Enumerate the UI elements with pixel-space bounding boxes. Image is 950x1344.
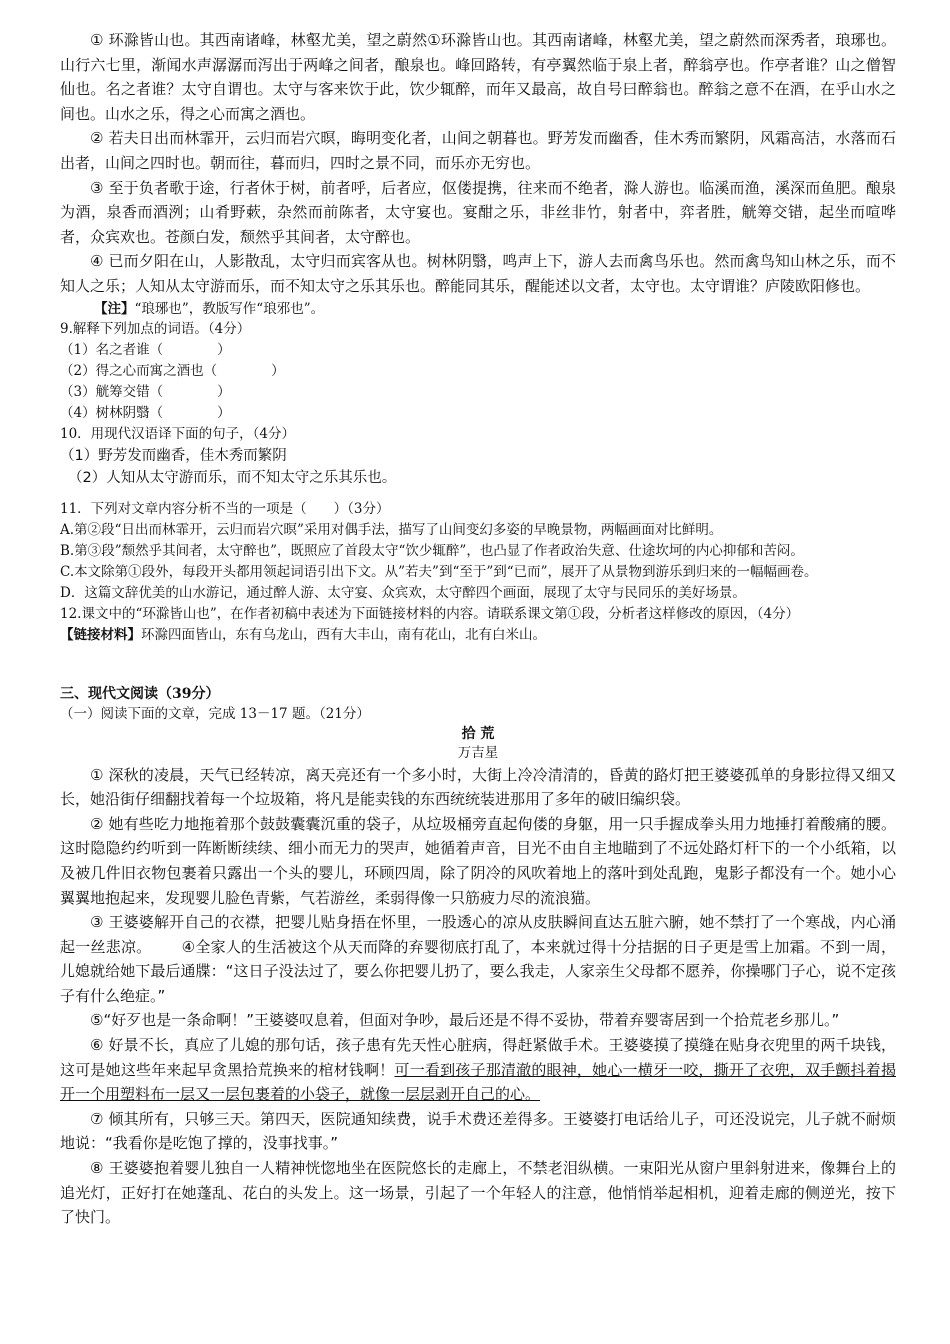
article-paragraph-8: ⑧ 王婆婆抱着婴儿独自一人精神恍惚地坐在医院悠长的走廊上，不禁老泪纵横。一束阳光从窗户里斜射进来，像舞台上的追光灯，正好打在她蓬乱、花白的头发上。这一场景，引起了一个年轻人的注意，他悄悄举起相机，迎着走廊的侧逆光，按下了快门。 — [60, 1159, 896, 1227]
article-paragraph-5: ⑤“好歹也是一条命啊！”王婆婆叹息着，但面对争吵，最后还是不得不妥协，带着弃婴寄居到一个拾荒老乡那儿。” — [90, 1011, 840, 1030]
note-bracket: 【注】 — [94, 300, 135, 317]
question-10-item-2: （2）人知从太守游而乐，而不知太守之乐其乐也。 — [68, 469, 397, 486]
article-paragraph-1: ① 深秋的凌晨，天气已经转凉，离天亮还有一个多小时，大街上冷冷清清的，昏黄的路灯把王婆婆孤单的身影拉得又细又长，她沿街仔细翻找着每一个垃圾箱，将凡是能卖钱的东西统统装进那用了多年的破旧编织袋。 — [60, 765, 896, 809]
question-10: 10．用现代汉语译下面的句子，（4分） — [60, 425, 296, 442]
passage-note — [94, 299, 896, 319]
article-paragraph-2: ② 她有些吃力地拖着那个鼓鼓囊囊沉重的袋子，从垃圾桶旁直起佝偻的身躯，用一只手握成拳头用力地捶打着酸痛的腰。这时隐隐约约听到一阵断断续续、细小而无力的哭声，她循着声音，目光不由自主地瞄到了不远处路灯杆下的一个小纸箱，以及被几件旧衣物包裹着只露出一个头的婴儿，环顾四周，除了阴冷的风吹着地上的落叶到处乱跑，鬼影子都没有一个。她小心翼翼地抱起来，发现婴儿脸色青紫，气若游丝，柔弱得像一只筋疲力尽的流浪猫。 — [60, 814, 896, 907]
article-paragraph-3 — [60, 910, 896, 1008]
question-9-item-3: （3）觥筹交错（ ） — [60, 383, 231, 400]
spacer — [60, 646, 896, 684]
material-label: 【链接材料】 — [60, 626, 141, 643]
passage-paragraph-3: ③ 至于负者歌于途，行者休于树，前者呼，后者应，伛偻提携，往来而不绝者，滁人游也。临溪而渔，溪深而鱼肥。酿泉为酒，泉香而酒洌；山肴野蔌，杂然而前陈者，太守宴也。宴酣之乐，非丝非竹，射者中，弈者胜，觥筹交错，起坐而喧哗者，众宾欢也。苍颜白发，颓然乎其间者，太守醉也。 — [60, 178, 896, 246]
article-paragraph-4-text: ④全家人的生活被这个从天而降的弃婴彻底打乱了，本来就过得十分拮据的日子更是雪上加霜。不到一周，儿媳就给她下最后通牒：“这日子没法过了，要么你把婴儿扔了，要么我走，人家亲生父母都不愿养，你操哪门子心，说不定孩子有什么绝症。” — [60, 937, 896, 1005]
question-12: 12.课文中的“环滁皆山也”，在作者初稿中表述为下面链接材料的内容。请联系课文第①段，分析者这样修改的原因，（4分） — [60, 605, 800, 622]
article-paragraph-3-text: ③ 王婆婆解开自己的衣襟，把婴儿贴身捂在怀里，一股透心的凉从皮肤瞬间直达五脏六腑，她不禁打了一个寒战，内心涌起一丝悲凉。 — [60, 913, 896, 956]
article-author: 万吉星 — [457, 744, 499, 761]
question-11-option-c: C.本文除第①段外，每段开头都用领起词语引出下文。从”若夫”到“至于”到“已而”，展开了从景物到游乐到归来的一幅幅画卷。 — [60, 563, 818, 580]
section-subheading: （一）阅读下面的文章，完成 13－17 题。（21分） — [60, 705, 370, 722]
material-text: 环滁四面皆山，东有乌龙山，西有大丰山，南有花山，北有白米山。 — [141, 626, 546, 643]
spacer — [60, 489, 896, 499]
section-heading: 三、现代文阅读（39分） — [60, 685, 220, 702]
question-9: 9.解释下列加点的词语。（4分） — [60, 320, 251, 337]
article-title: 拾 荒 — [461, 725, 495, 742]
passage-paragraph-2: ② 若夫日出而林霏开，云归而岩穴暝，晦明变化者，山间之朝暮也。野芳发而幽香，佳木秀而繁阴，风霜高洁，水落而石出者，山间之四时也。朝而往，暮而归，四时之景不同，而乐亦无穷也。 — [60, 129, 896, 172]
question-10-item-1: （1）野芳发而幽香，佳木秀而繁阴 — [60, 447, 287, 464]
question-11-option-d: D．这篇文辞优美的山水游记，通过醉人游、太守宴、众宾欢，太守醉四个画面，展现了太守与民同乐的美好场景。 — [60, 584, 746, 601]
article-paragraph-7: ⑦ 倾其所有，只够三天。第四天，医院通知续费，说手术费还差得多。王婆婆打电话给儿子，可还没说完，儿子就不耐烦地说：“我看你是吃饱了撑的，没事找事。” — [60, 1109, 896, 1153]
exam-page — [60, 28, 896, 1230]
note-text: “琅琊也”，教版写作“琅邪也”。 — [134, 300, 325, 317]
question-11-option-a: A.第②段“日出而林霏开，云归而岩穴暝”采用对偶手法，描写了山间变幻多姿的早晚景物，两幅画面对比鲜明。 — [60, 521, 723, 538]
passage-paragraph-4: ④ 已而夕阳在山，人影散乱，太守归而宾客从也。树林阴翳，鸣声上下，游人去而禽鸟乐也。然而禽鸟知山林之乐，而不知人之乐；人知从太守游而乐，而不知太守之乐其乐也。醉能同其乐，醒能述以文者，太守也。太守谓谁？庐陵欧阳修也。 — [60, 252, 896, 295]
question-11: 11．下列对文章内容分析不当的一项是（ ）（3分） — [60, 500, 390, 517]
question-9-item-1: （1）名之者谁（ ） — [60, 341, 231, 358]
passage-paragraph-1: ① 环滁皆山也。其西南诸峰，林壑尤美，望之蔚然①环滁皆山也。其西南诸峰，林壑尤美，望之蔚然而深秀者，琅琊也。山行六七里，渐闻水声潺潺而泻出于两峰之间者，酿泉也。峰回路转，有亭翼然临于泉上者，醉翁亭也。作亭者谁？山之僧智仙也。名之者谁？太守自谓也。太守与客来饮于此，饮少辄醉，而年又最高，故自号曰醉翁也。醉翁之意不在酒，在乎山水之间也。山水之乐，得之心而寓之酒也。 — [60, 31, 896, 123]
question-9-item-2: （2）得之心而寓之酒也（ ） — [60, 362, 285, 379]
question-9-item-4: （4）树林阴翳（ ） — [60, 404, 231, 421]
article-paragraph-6-underlined: 可一看到孩子那清澈的眼神，她心一横牙一咬，撕开了衣兜，双手颤抖着揭开一个用塑料布一层又一层包裹着的小袋子，就像一层层剥开自己的心。 — [60, 1060, 896, 1104]
article-paragraph-6-text: ⑥ 好景不长，真应了儿媳的那句话，孩子患有先天性心脏病，得赶紧做手术。王婆婆摸了摸缝在贴身衣兜里的两千块钱，这可是她这些年来起早贪黑拾荒换来的棺材钱啊！ — [60, 1036, 896, 1079]
question-12-material — [60, 625, 896, 646]
question-11-option-b: B.第③段”颓然乎其间者，太守醉也”，既照应了首段太守“饮少辄醉”，也凸显了作者政治失意、仕途坎坷的内心抑郁和苦闷。 — [60, 542, 804, 559]
article-paragraph-6 — [60, 1033, 896, 1107]
